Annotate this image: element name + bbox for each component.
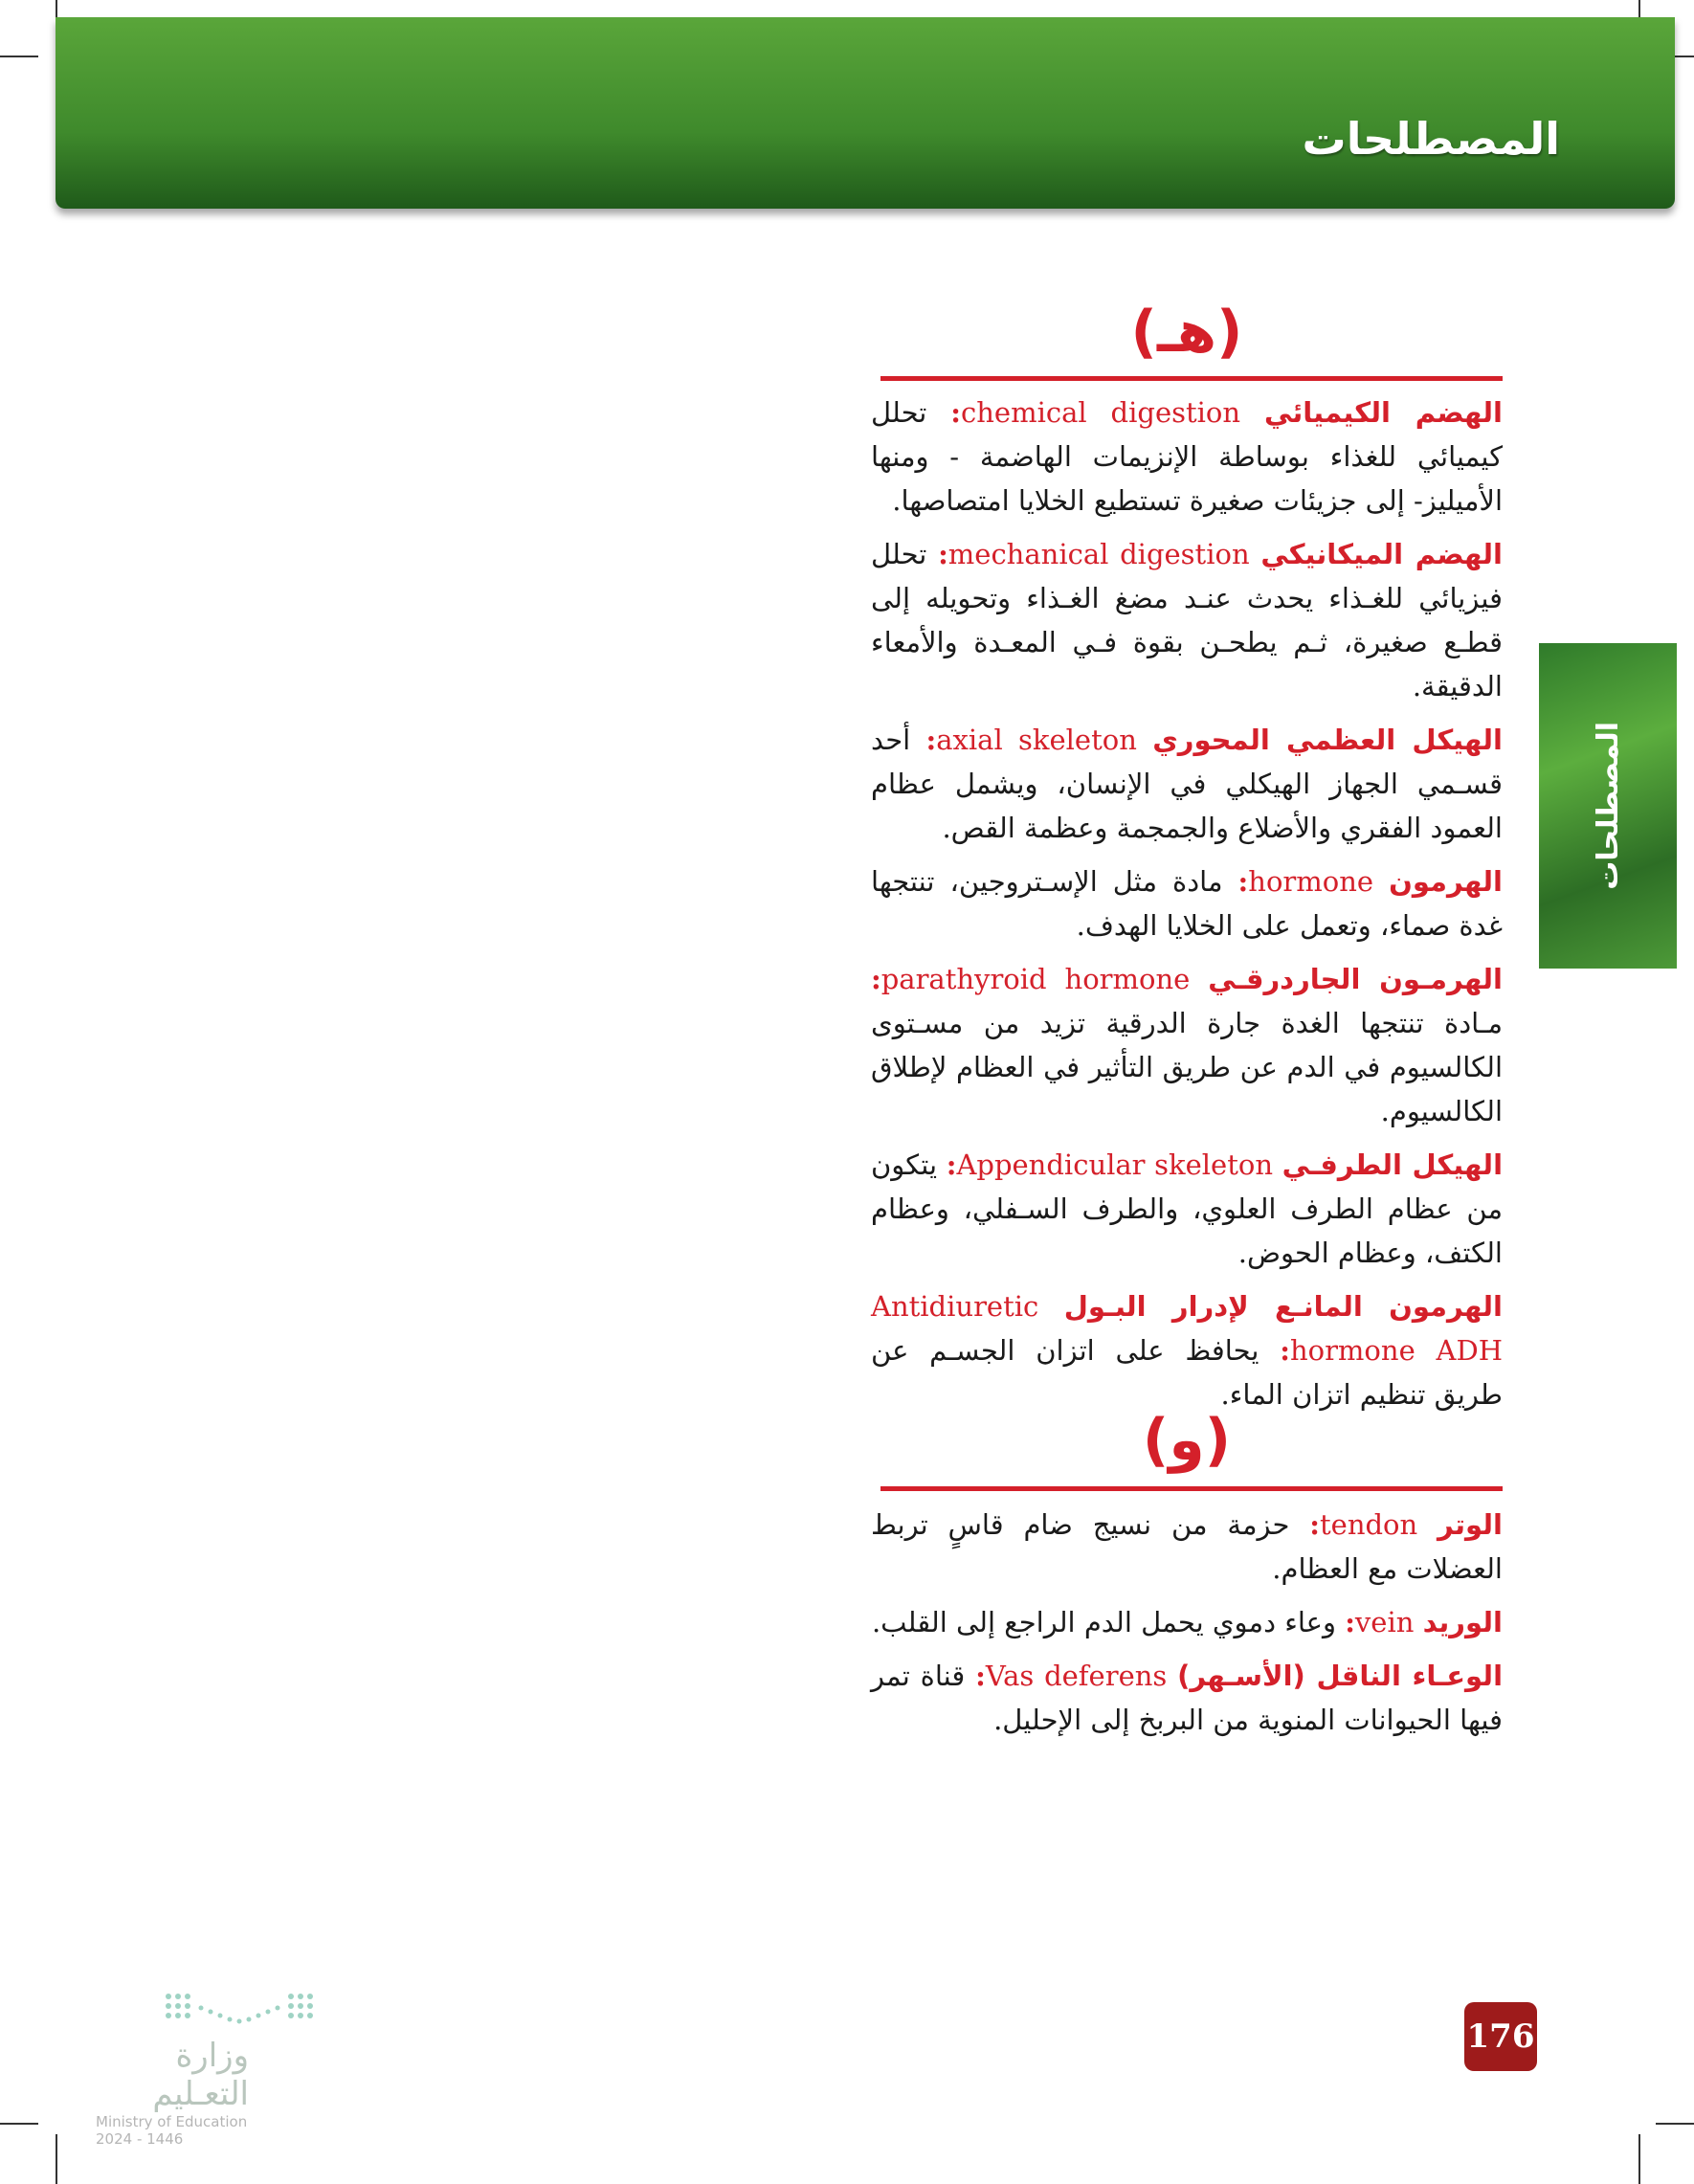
entry-english: Antidiuretic hormone ADH bbox=[871, 1290, 1504, 1367]
entry-definition: وعاء دموي يحمل الدم الراجع إلى القلب. bbox=[871, 1606, 1336, 1638]
side-tab-label-wrap bbox=[1539, 643, 1677, 969]
ministry-logo bbox=[96, 1991, 316, 2148]
entry-definition: تحلل كيميائي للغذاء بوساطة الإنزيمات الهاضمة - ومنها الأميليز- إلى جزيئات صغيرة تستطيع الخلايا امتصاصها. bbox=[871, 396, 1503, 517]
glossary-entry: الهرمون المانـع لإدرار البـول Antidiuretic hormone ADH: يحافظ على اتزان الجسـم عن طريق تنظيم اتزان الماء. bbox=[871, 1290, 1504, 1411]
ministry-year: 2024 - 1446 bbox=[96, 2130, 184, 2148]
entry-definition: تحلل فيزيائي للغـذاء يحدث عنـد مضغ الغـذاء وتحويله إلى قطـع صغيرة، ثـم يطحـن بقوة فـي المعـدة والأمعاء الدقيقة. bbox=[871, 538, 1503, 702]
entry-english: chemical digestion bbox=[960, 396, 1241, 429]
page-number: 176 bbox=[1464, 2002, 1537, 2071]
entry-definition: يحافظ على اتزان الجسـم عن طريق تنظيم اتزان الماء. bbox=[871, 1334, 1503, 1411]
entry-english: parathyroid hormone bbox=[880, 963, 1191, 995]
ministry-dots-icon bbox=[163, 1991, 316, 2033]
glossary-entry: الوتر tendon: حزمة من نسيج ضام قاسٍ تربط العضلات مع العظام. bbox=[871, 1508, 1503, 1585]
entry-term: الهرمون المانـع لإدرار البـول bbox=[1063, 1290, 1503, 1323]
entry-english: Appendicular skeleton bbox=[956, 1148, 1273, 1181]
glossary-entry: الهرمون hormone: مادة مثل الإسـتروجين، تنتجها غدة صماء، وتعمل على الخلايا الهدف. bbox=[871, 865, 1503, 942]
entry-term: الهيكل العظمي المحوري bbox=[1152, 724, 1503, 756]
section-letter-w: (و) bbox=[1142, 1407, 1232, 1474]
entry-english: hormone bbox=[1248, 865, 1374, 898]
entry-english: Vas deferens bbox=[985, 1660, 1168, 1692]
glossary-entry: الهرمـون الجاردرقـي parathyroid hormone: مـادة تنتجها الغدة جارة الدرقية تزيد من مسـتوى الكالسيوم في الدم عن طريق التأثير في العظام لإطلاق الكالسيوم. bbox=[871, 963, 1503, 1127]
crop-mark bbox=[56, 2134, 57, 2184]
glossary-entry: الهضم الميكانيكي mechanical digestion: تحلل فيزيائي للغـذاء يحدث عنـد مضغ الغـذاء وتحويله إلى قطـع صغيرة، ثـم يطحـن بقوة فـي المعـدة والأمعاء الدقيقة. bbox=[871, 538, 1503, 702]
crop-mark bbox=[0, 56, 38, 57]
entry-term: الهرمـون الجاردرقـي bbox=[1208, 963, 1503, 995]
ministry-name-en: Ministry of Education bbox=[96, 2113, 248, 2130]
glossary-entry: الهيكل العظمي المحوري axial skeleton: أحد قسـمي الجهاز الهيكلي في الإنسان، ويشمل عظام العمود الفقري والأضلاع والجمجمة وعظمة القص. bbox=[871, 724, 1503, 844]
crop-mark bbox=[1656, 2123, 1694, 2125]
entry-english: vein bbox=[1354, 1606, 1415, 1638]
entry-english: axial skeleton bbox=[936, 724, 1137, 756]
entry-definition: حزمة من نسيج ضام قاسٍ تربط العضلات مع العظام. bbox=[871, 1508, 1503, 1585]
entry-term: الهضم الميكانيكي bbox=[1260, 538, 1503, 570]
ministry-name-ar: وزارة التعـليم bbox=[152, 2037, 249, 2113]
entry-term: الهضم الكيميائي bbox=[1263, 396, 1503, 429]
entry-definition: مادة مثل الإسـتروجين، تنتجها غدة صماء، وتعمل على الخلايا الهدف. bbox=[871, 865, 1503, 942]
entry-definition: مـادة تنتجها الغدة جارة الدرقية تزيد من مسـتوى الكالسيوم في الدم عن طريق التأثير في العظام لإطلاق الكالسيوم. bbox=[871, 1007, 1503, 1127]
entry-definition: أحد قسـمي الجهاز الهيكلي في الإنسان، ويشمل عظام العمود الفقري والأضلاع والجمجمة وعظمة القص. bbox=[871, 724, 1503, 844]
crop-mark bbox=[0, 2123, 38, 2125]
entry-definition: قناة تمر فيها الحيوانات المنوية من البربخ إلى الإحليل. bbox=[871, 1660, 1503, 1736]
section-letter-h: (هـ) bbox=[1130, 299, 1243, 366]
entry-term: الهرمون bbox=[1389, 865, 1503, 898]
entry-term: الوريد bbox=[1422, 1606, 1503, 1638]
side-tab-label: المصطلحات bbox=[1591, 722, 1625, 890]
section-divider bbox=[880, 376, 1503, 381]
crop-mark bbox=[1638, 2134, 1640, 2184]
entry-term: الهيكل الطرفـي bbox=[1282, 1148, 1504, 1181]
glossary-entry: الهيكل الطرفـي Appendicular skeleton: يتكون من عظام الطرف العلوي، والطرف السـفلي، وعظام الكتف، وعظام الحوض. bbox=[871, 1148, 1504, 1269]
glossary-entry: الوعـاء الناقل (الأسـهر) Vas deferens: قناة تمر فيها الحيوانات المنوية من البربخ إلى الإحليل. bbox=[871, 1660, 1504, 1736]
section-divider bbox=[880, 1486, 1503, 1491]
glossary-entry: الوريد vein: وعاء دموي يحمل الدم الراجع إلى القلب. bbox=[871, 1606, 1503, 1638]
entry-definition: يتكون من عظام الطرف العلوي، والطرف السـفلي، وعظام الكتف، وعظام الحوض. bbox=[871, 1148, 1503, 1269]
entry-term: الوتر bbox=[1438, 1508, 1503, 1541]
glossary-section-h bbox=[871, 390, 1503, 1426]
entry-english: tendon bbox=[1320, 1508, 1418, 1541]
entry-term: الوعـاء الناقل (الأسـهر) bbox=[1177, 1660, 1504, 1692]
page-title: المصطلحات bbox=[1302, 113, 1560, 165]
entry-english: mechanical digestion bbox=[947, 538, 1250, 570]
glossary-entry: الهضم الكيميائي chemical digestion: تحلل كيميائي للغذاء بوساطة الإنزيمات الهاضمة - ومنها الأميليز- إلى جزيئات صغيرة تستطيع الخلايا امتصاصها. bbox=[871, 396, 1503, 517]
glossary-section-w bbox=[871, 1503, 1503, 1751]
